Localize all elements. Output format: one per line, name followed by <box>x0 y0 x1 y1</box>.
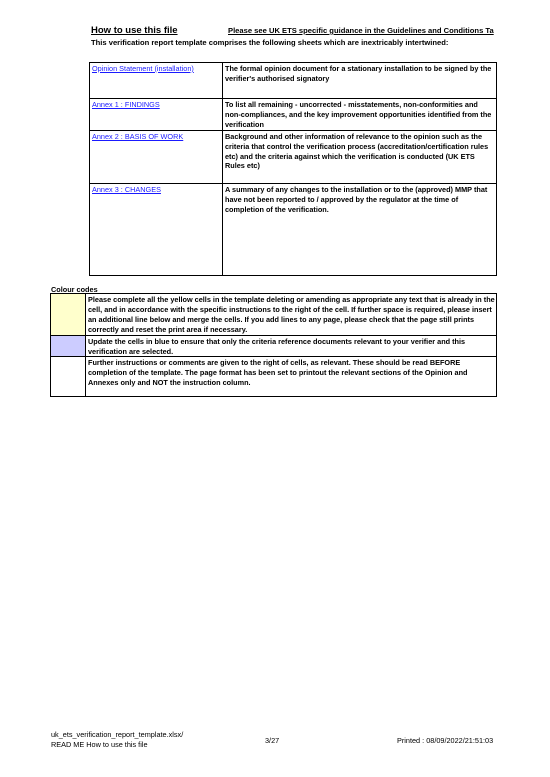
sheet-description: Background and other information of relevance to the opinion such as the criteria that control the verification process (accreditation/certification rules etc) and the criteria against which the verification is conducted (UK ETS Rules etc) <box>223 130 497 183</box>
footer-filename: uk_ets_verification_report_template.xlsx/ <box>51 730 184 739</box>
blue-swatch <box>51 335 86 357</box>
annex-3-changes-link[interactable]: Annex 3 : CHANGES <box>92 184 161 194</box>
colour-row-white <box>51 357 497 397</box>
footer-file-info <box>51 730 183 749</box>
sheet-description: The formal opinion document for a stationary installation to be signed by the verifier's authorised signatory <box>223 63 497 99</box>
intro-text: This verification report template comprises the following sheets which are inextricably intertwined: <box>91 38 449 47</box>
footer-printed-timestamp: Printed : 08/09/2022/21:51:03 <box>397 736 494 745</box>
footer-page-number: 3/27 <box>265 736 280 745</box>
colour-instruction: Update the cells in blue to ensure that only the criteria reference documents relevant to your verifier and this verification are selected. <box>86 335 497 357</box>
sheet-link-cell <box>90 130 223 183</box>
sheet-link-cell <box>90 183 223 275</box>
sheets-table <box>89 62 497 276</box>
colour-codes-label: Colour codes <box>51 285 98 294</box>
page-title: How to use this file <box>91 25 178 36</box>
sheet-row-findings <box>90 99 497 131</box>
colour-row-blue <box>51 335 497 357</box>
sheet-description: A summary of any changes to the installation or to the (approved) MMP that have not been reported to / approved by the regulator at the time of completion of the verification. <box>223 183 497 275</box>
annex-1-findings-link[interactable]: Annex 1 : FINDINGS <box>92 100 160 109</box>
colour-instruction: Further instructions or comments are given to the right of cells, as relevant. These should be read BEFORE completion of the template. The page format has been set to printout the relevant sections of the Opinion and Annexes only and NOT the instruction column. <box>86 357 497 397</box>
sheet-description: To list all remaining - uncorrected - misstatements, non-conformities and non-compliances, and the key improvement opportunities identified from the verification <box>223 99 497 131</box>
footer-sheetname: READ ME How to use this file <box>51 739 148 749</box>
colour-instruction: Please complete all the yellow cells in the template deleting or amending as appropriate any text that is already in the cell, and in accordance with the specific instructions to the right of the cell. If further space is required, please insert an additional line below and merge the cells. If you add lines to any page, please check that the page still prints correctly and reset the print area if necessary. <box>86 294 497 336</box>
guidance-note: Please see UK ETS specific guidance in the Guidelines and Conditions Ta <box>228 26 494 35</box>
white-swatch <box>51 357 86 397</box>
yellow-swatch <box>51 294 86 336</box>
sheet-link-cell <box>90 63 223 99</box>
colour-row-yellow <box>51 294 497 336</box>
sheet-link-cell <box>90 99 223 131</box>
opinion-statement-link[interactable]: Opinion Statement (installation) <box>92 64 194 73</box>
sheet-row-basis-of-work <box>90 130 497 183</box>
sheet-row-changes <box>90 183 497 275</box>
annex-2-basis-of-work-link[interactable]: Annex 2 : BASIS OF WORK <box>92 131 184 141</box>
colour-codes-table <box>50 293 497 397</box>
sheet-row-opinion <box>90 63 497 99</box>
